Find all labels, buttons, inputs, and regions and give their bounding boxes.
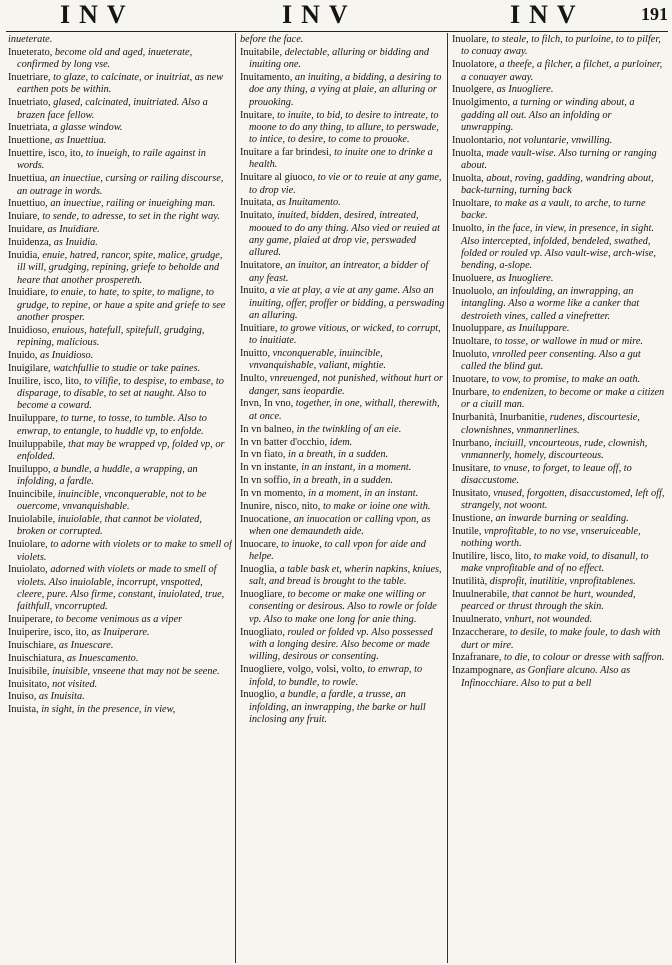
dictionary-entry <box>8 666 232 678</box>
entry-definition: to tosse, or wallowe in mud or mire. <box>494 336 643 348</box>
dictionary-entry <box>240 564 445 589</box>
entry-definition: to growe vitious, or wicked, to corrupt, to inuitiate. <box>249 322 441 347</box>
entry-headword: Inuolatore, <box>452 59 497 71</box>
dictionary-entry <box>452 286 666 323</box>
entry-headword: Inuogliere, volgo, volsi, volto, <box>240 664 365 676</box>
entry-headword: Inuogliare, <box>240 589 285 601</box>
dictionary-entry <box>8 614 232 626</box>
entry-definition: that cannot be hurt, wounded, pearced or thrust through the skin. <box>461 589 636 613</box>
entry-headword: Inuulnerabile, <box>452 589 510 601</box>
entry-headword: Inuoglia, <box>240 563 277 575</box>
dictionary-entry <box>8 173 232 198</box>
entry-definition: as Inuidia. <box>53 237 98 248</box>
dictionary-entry <box>8 47 232 72</box>
dictionary-entry <box>452 488 666 513</box>
entry-headword: Inuidare, <box>8 224 45 236</box>
entry-headword: Inuitare al giuoco, <box>240 172 316 184</box>
dictionary-entry <box>452 173 666 198</box>
entry-headword: Inuiluppare, <box>8 413 59 425</box>
dictionary-entry <box>452 589 666 614</box>
entry-headword: Inuolare, <box>452 34 489 45</box>
entry-definition: about, roving, gadding, wandring about, back-turning, turning back <box>461 172 654 197</box>
entry-headword: Inuincibile, <box>8 488 56 500</box>
entry-headword: Inuettire, isco, ito, <box>8 148 84 160</box>
entry-definition: inueterate. <box>8 34 53 45</box>
dictionary-entry <box>240 501 445 513</box>
entry-definition: to die, to colour or dresse with saffron. <box>504 652 665 664</box>
entry-headword: Inuocatione, <box>240 513 292 525</box>
entry-definition: vnhurt, not wounded. <box>504 614 593 626</box>
entry-definition: in the face, in view, in presence, in sight. Also intercepted, infolded, bendeled, swathed, folded or rouled vp. Also vault-wise, arch-wise, bending, a-slope. <box>461 223 656 272</box>
entry-definition: disprofit, inutilitie, vnprofitablenes. <box>489 576 636 588</box>
entry-definition: not voluntarie, vnwilling. <box>508 134 613 146</box>
dictionary-entry <box>240 34 445 46</box>
entry-definition: not visited. <box>52 678 98 690</box>
dictionary-entry <box>240 589 445 626</box>
entry-definition: idem. <box>329 436 353 448</box>
entry-headword: Inurbare, <box>452 387 490 399</box>
entry-headword: Inuoltare, <box>452 336 492 348</box>
entry-headword: Inuoluto, <box>452 349 490 361</box>
dictionary-entry <box>8 97 232 122</box>
entry-headword: Inusitato, <box>452 487 491 499</box>
dictionary-entry <box>452 412 666 437</box>
dictionary-entry <box>8 564 232 613</box>
entry-headword: In vn soffio, <box>240 475 291 487</box>
entry-definition: vnrolled peer consenting. Also a gut called the blind gut. <box>461 349 641 373</box>
entry-definition: inuiolable, that cannot be violated, broken or corrupted. <box>17 514 202 538</box>
entry-definition: an infoulding, an inwrapping, an intangling. Also a worme like a canker that destroieth vines, called a vinefretter. <box>461 285 640 322</box>
entry-definition: adorned with violets or made to smell of violets. Also inuiolable, incorrupt, vnspotted, cleere, pure. Also firme, constant, inuiolated, true, faithfull, vncorrupted. <box>17 564 225 613</box>
dictionary-entry <box>8 653 232 665</box>
dictionary-entry <box>452 526 666 551</box>
entry-definition: vnused, forgotten, disaccustomed, left off, strangely, not woont. <box>461 487 665 512</box>
entry-headword: Inuidioso, <box>8 324 50 336</box>
entry-definition: to make as a vault, to arche, to turne backe. <box>461 197 646 222</box>
entry-headword: Inuetriato, <box>8 97 51 109</box>
dictionary-entry <box>8 250 232 287</box>
entry-definition: a bundle, a huddle, a wrapping, an infolding, a fardle. <box>17 463 198 488</box>
column-divider <box>235 33 236 963</box>
dictionary-entry <box>8 237 232 249</box>
entry-headword: Inutilità, <box>452 576 488 588</box>
entry-definition: watchfullie to studie or take paines. <box>53 362 201 374</box>
entry-headword: Inuidenza, <box>8 237 52 248</box>
dictionary-entry <box>240 323 445 348</box>
entry-definition: together, in one, withall, therewith, at once. <box>249 398 440 422</box>
entry-headword: Inzampognare, <box>452 665 514 677</box>
entry-headword: Inuoglio, <box>240 689 278 701</box>
dictionary-entry <box>452 135 666 147</box>
entry-definition: a bundle, a fardle, a trusse, an infolding, an inwrapping, the barke or hull inclosing any fruit. <box>249 689 426 726</box>
entry-definition: an inuiting, a bidding, a desiring to doe any thing, a vying at plaie, an alluring or prouoking. <box>249 72 442 108</box>
dictionary-entry <box>452 463 666 488</box>
dictionary-entry <box>240 260 445 285</box>
entry-headword: Inuiluppo, <box>8 463 51 475</box>
dictionary-entry <box>452 614 666 626</box>
entry-headword: Inuogliato, <box>240 626 285 638</box>
dictionary-entry <box>8 489 232 514</box>
entry-definition: to vnuse, to forget, to leaue off, to disaccustome. <box>461 462 632 487</box>
entry-headword: Inzafranare, <box>452 652 502 664</box>
dictionary-entry <box>240 689 445 726</box>
entry-headword: Inuoltare, <box>452 197 492 209</box>
entry-headword: Inuolontario, <box>452 134 506 146</box>
entry-headword: Inuiolare, <box>8 539 48 551</box>
entry-definition: an inuitor, an intreator, a bidder of any feast. <box>249 260 429 284</box>
entry-headword: Inuisitato, <box>8 678 50 690</box>
dictionary-entry <box>452 59 666 84</box>
entry-definition: inuited, bidden, desired, intreated, mooued to do any thing. Also vied or reuied at any game, plaied at drop vie, perswaded allured. <box>249 210 441 259</box>
guide-word-center: INV <box>282 0 357 29</box>
entry-headword: In vn fiato, <box>240 449 286 461</box>
entry-headword: Inuiolato, <box>8 564 48 576</box>
entry-definition: in an instant, in a moment. <box>301 462 412 474</box>
entry-definition: as Inuogliere. <box>496 273 554 285</box>
entry-definition: vnprofitable, to no vse, vnseruiceable, nothing worth. <box>461 525 641 550</box>
entry-definition: as Inuescamento. <box>66 652 139 664</box>
entry-definition: as Inuitamento. <box>276 197 341 209</box>
dictionary-entry <box>8 122 232 134</box>
entry-definition: to make or ioine one with. <box>322 500 431 512</box>
entry-definition: as Inuisita. <box>38 691 85 703</box>
dictionary-entry <box>240 147 445 172</box>
entry-definition: to endenizen, to become or make a citizen or a ciuill man. <box>461 387 665 411</box>
entry-headword: Inuocare, <box>240 538 279 550</box>
entry-definition: inuincible, vnconquerable, not to be ouercome, vnvanquishable. <box>17 488 207 513</box>
dictionary-entry <box>240 72 445 109</box>
entry-definition: that may be wrapped vp, folded vp, or enfolded. <box>17 438 225 462</box>
dictionary-entry <box>240 488 445 500</box>
entry-headword: Inuista, <box>8 704 39 716</box>
entry-definition: to inuite one to drinke a health. <box>249 147 433 171</box>
entry-definition: enuie, hatred, rancor, spite, malice, grudge, ill will, grudging, repining, griefe to beholde and heare that another prospereth. <box>17 249 223 286</box>
dictionary-entry <box>452 198 666 223</box>
entry-headword: Inuilire, isco, lito, <box>8 375 82 387</box>
entry-headword: Inuolta, <box>452 172 484 184</box>
entry-definition: as Inuettiua. <box>54 135 107 147</box>
entry-headword: Inutilire, lisco, lito, <box>452 551 532 563</box>
entry-headword: Inuolta, <box>452 147 484 159</box>
entry-definition: a glasse window. <box>52 122 123 134</box>
entry-headword: Inuischiare, <box>8 640 57 651</box>
dictionary-entry <box>8 325 232 350</box>
dictionary-entry <box>240 514 445 539</box>
dictionary-entry <box>452 374 666 386</box>
entry-headword: In vn momento, <box>240 487 306 499</box>
entry-definition: an inuectiue, cursing or railing discourse, an outrage in words. <box>17 173 224 197</box>
dictionary-entry <box>452 438 666 463</box>
dictionary-entry <box>8 350 232 362</box>
dictionary-entry <box>8 148 232 173</box>
entry-definition: as Inuidioso. <box>40 350 94 362</box>
dictionary-entry <box>8 224 232 236</box>
dictionary-entry <box>452 84 666 96</box>
dictionary-entry <box>8 413 232 438</box>
dictionary-entry <box>240 449 445 461</box>
entry-definition: to inuite, to bid, to desire to intreate, to moone to do any thing, to allure, to perswade, to intice, to desire, to come to prouoke. <box>249 109 439 146</box>
dictionary-entry <box>8 211 232 223</box>
entry-headword: In vn instante, <box>240 462 299 474</box>
entry-headword: Inuoluppare, <box>452 323 505 335</box>
dictionary-entry <box>452 627 666 652</box>
dictionary-entry <box>8 691 232 703</box>
dictionary-entry <box>8 135 232 147</box>
entry-definition: as Inuidiare. <box>47 224 100 236</box>
entry-definition: to enwrap, to infold, to bundle, to rowle. <box>249 664 423 688</box>
entry-headword: Inuiolabile, <box>8 514 56 526</box>
dictionary-entry <box>240 197 445 209</box>
entry-definition: a table bask et, wherin napkins, kniues, salt, and bread is brought to the table. <box>249 563 442 588</box>
entry-headword: Invn, In vno, <box>240 398 294 410</box>
dictionary-entry <box>8 376 232 413</box>
entry-headword: Inuulnerato, <box>452 614 503 626</box>
entry-definition: as Inuescare. <box>58 640 114 651</box>
entry-definition: to become venimous as a viper <box>55 614 183 626</box>
entry-headword: Inuiperire, isco, ito, <box>8 627 89 639</box>
dictionary-entry <box>452 349 666 374</box>
dictionary-entry <box>240 285 445 322</box>
entry-headword: Inuitatore, <box>240 260 283 272</box>
dictionary-entry <box>8 539 232 564</box>
entry-headword: Inuitto, <box>240 348 271 360</box>
entry-headword: Inueterato, <box>8 46 53 58</box>
entry-headword: Inuisibile, <box>8 665 50 677</box>
entry-headword: Inuoluolo, <box>452 285 495 297</box>
entry-headword: Inuiare, <box>8 211 40 223</box>
entry-definition: to adorne with violets or to make to smell of violets. <box>17 539 232 563</box>
dictionary-entry <box>452 387 666 412</box>
entry-headword: Inuetriata, <box>8 122 51 134</box>
dictionary-entry <box>240 398 445 423</box>
guide-word-right: INV <box>510 0 585 29</box>
dictionary-entry <box>8 439 232 464</box>
dictionary-entry <box>452 576 666 588</box>
dictionary-entry <box>240 539 445 564</box>
entry-headword: Inuitata, <box>240 197 275 209</box>
dictionary-entry <box>452 148 666 173</box>
entry-headword: Inuitare, <box>240 109 275 121</box>
entry-definition: in a moment, in an instant. <box>308 487 419 499</box>
dictionary-entry <box>452 223 666 272</box>
entry-headword: Inustione, <box>452 513 493 525</box>
column-3 <box>452 34 666 961</box>
entry-definition: to glaze, to calcinate, or inuitriat, as new earthen pots be within. <box>17 72 224 96</box>
dictionary-entry <box>240 348 445 373</box>
entry-definition: an inwarde burning or sealding. <box>495 513 629 525</box>
entry-definition: to steale, to filch, to purloine, to to pilfer, to conuay away. <box>461 34 661 58</box>
dictionary-entry <box>8 679 232 691</box>
entry-headword: Inuetriare, <box>8 72 51 84</box>
dictionary-entry <box>8 514 232 539</box>
entry-definition: enuious, hatefull, spitefull, grudging, repining, malicious. <box>17 324 205 349</box>
dictionary-entry <box>452 97 666 134</box>
entry-headword: Inunire, nisco, nito, <box>240 500 321 512</box>
dictionary-entry <box>452 323 666 335</box>
entry-headword: Inuoluere, <box>452 273 495 285</box>
entry-headword: Inuolto, <box>452 223 485 235</box>
entry-definition: to vow, to promise, to make an oath. <box>491 374 641 386</box>
dictionary-entry <box>8 363 232 375</box>
entry-definition: delectable, alluring or bidding and inuiting one. <box>249 46 430 71</box>
entry-definition: as Inuogliere. <box>496 84 554 96</box>
column-divider <box>447 33 448 963</box>
entry-headword: Inuischiatura, <box>8 652 65 664</box>
entry-definition: to vilifie, to despise, to embase, to disparage, to disable, to set at naught. Also to become a coward. <box>17 375 224 412</box>
dictionary-entry <box>240 462 445 474</box>
entry-headword: Inuidia, <box>8 249 40 261</box>
entry-definition: to become or make one willing or consenting or desirous. Also to rowle or folde vp. Also to make one long for anie thing. <box>249 589 437 625</box>
dictionary-entry <box>240 210 445 259</box>
dictionary-entry <box>240 373 445 398</box>
entry-definition: in a breath, in a sudden. <box>293 475 394 487</box>
entry-definition: a turning or winding about, a gadding all out. Also an infolding or unwrapping. <box>461 97 635 133</box>
entry-headword: Inuiperare, <box>8 614 53 626</box>
entry-headword: Inuotare, <box>452 374 489 386</box>
entry-definition: inciuill, vncourteous, rude, clownish, vnmannerly, homely, discourteous. <box>461 437 648 461</box>
entry-definition: to make void, to disanull, to make vnprofitable and of no effect. <box>461 551 649 575</box>
entry-headword: Inuigilare, <box>8 362 51 374</box>
entry-definition: to turne, to tosse, to tumble. Also to enwrap, to entangle, to huddle vp, to enfolde. <box>17 413 207 437</box>
dictionary-entry <box>452 34 666 59</box>
guide-word-left: INV <box>60 0 135 29</box>
entry-headword: Inusitare, <box>452 462 491 474</box>
entry-definition: rudenes, discourtesie, clownishnes, vnmannerlines. <box>461 412 640 436</box>
column-1 <box>8 34 232 961</box>
dictionary-entry <box>8 464 232 489</box>
entry-headword: Inuitiare, <box>240 322 278 334</box>
dictionary-entry <box>452 273 666 285</box>
running-header <box>0 0 672 30</box>
dictionary-entry <box>240 437 445 449</box>
dictionary-entry <box>240 664 445 689</box>
entry-headword: Inuolgere, <box>452 84 495 96</box>
entry-headword: Inutile, <box>452 525 482 537</box>
entry-headword: Inuitato, <box>240 210 275 222</box>
dictionary-entry <box>452 551 666 576</box>
dictionary-entry <box>240 424 445 436</box>
entry-headword: Inurbanità, Inurbanitie, <box>452 412 548 424</box>
dictionary-entry <box>240 47 445 72</box>
entry-headword: Inuitabile, <box>240 46 283 58</box>
dictionary-entry <box>240 627 445 664</box>
entry-definition: vnconquerable, inuincible, vnvanquishable, valiant, mightie. <box>249 348 386 372</box>
entry-definition: inuisible, vnseene that may not be seene. <box>52 665 220 677</box>
entry-definition: a vie at play, a vie at any game. Also an inuiting, offer, proffer or bidding, a perswading an alluring. <box>249 285 445 322</box>
entry-headword: Inuido, <box>8 350 38 362</box>
entry-headword: Inuitamento, <box>240 72 293 84</box>
entry-definition: to inueigh, to raile against in words. <box>17 148 206 172</box>
dictionary-entry <box>8 640 232 652</box>
entry-definition: a theefe, a filcher, a filchet, a purloiner, a conuayer away. <box>461 59 663 83</box>
entry-definition: in the twinkling of an eie. <box>296 423 402 435</box>
dictionary-entry <box>8 704 232 716</box>
entry-definition: to sende, to adresse, to set in the right way. <box>42 211 220 223</box>
entry-headword: Inuiso, <box>8 691 37 703</box>
page-number: 191 <box>641 4 668 24</box>
entry-headword: Inuitare a far brindesi, <box>240 147 332 159</box>
entry-definition: vnreuenged, not punished, without hurt or danger, sans ieopardie. <box>249 373 443 397</box>
entry-definition: made vault-wise. Also turning or ranging about. <box>461 147 657 171</box>
dictionary-entry <box>8 287 232 324</box>
entry-definition: an inuocation or calling vpon, as when one demaundeth aide. <box>249 513 431 537</box>
entry-headword: Inuettiuo, <box>8 198 48 210</box>
entry-definition: before the face. <box>240 34 304 45</box>
entry-headword: In vn balneo, <box>240 423 295 435</box>
entry-headword: Inuiluppabile, <box>8 438 66 450</box>
entry-headword: In vn batter d'occhio, <box>240 436 328 448</box>
entry-definition: become old and aged, inueterate, confirmed by long vse. <box>17 46 193 71</box>
entry-headword: Inurbano, <box>452 437 492 449</box>
dictionary-entry <box>8 72 232 97</box>
entry-headword: Inuettiua, <box>8 173 48 185</box>
entry-definition: as Inuiluppare. <box>506 323 570 335</box>
entry-definition: glased, calcinated, inuitriated. Also a brazen face fellow. <box>17 97 208 121</box>
entry-definition: to vie or to reuie at any game, to drop vie. <box>249 172 442 196</box>
dictionary-entry <box>8 34 232 46</box>
entry-definition: to desile, to make foule, to dash with durt or mire. <box>461 627 661 651</box>
dictionary-entry <box>240 475 445 487</box>
entry-definition: as Gonfiare alcuno. Also as Infinocchiare. Also to put a bell <box>461 665 631 689</box>
dictionary-entry <box>8 198 232 210</box>
dictionary-entry <box>452 513 666 525</box>
entry-definition: as Inuiperare. <box>91 627 150 639</box>
header-rule <box>6 31 668 32</box>
entry-headword: Inuolgimento, <box>452 97 511 109</box>
entry-definition: to inuoke, to call vpon for aide and helpe. <box>249 538 426 563</box>
dictionary-entry <box>240 110 445 147</box>
entry-headword: Inuidiare, <box>8 287 48 299</box>
entry-definition: in sight, in the presence, in view, <box>41 704 176 716</box>
entry-definition: an inuectiue, railing or inueighing man. <box>50 198 216 210</box>
dictionary-entry <box>452 336 666 348</box>
dictionary-entry <box>240 172 445 197</box>
entry-headword: Inulto, <box>240 373 268 385</box>
entry-definition: rouled or folded vp. Also possessed with a longing desire. Also become or made willing, desirous or consenting. <box>249 626 433 663</box>
column-2 <box>240 34 445 961</box>
dictionary-entry <box>8 627 232 639</box>
entry-definition: in a breath, in a sudden. <box>288 449 389 461</box>
entry-headword: Inzaccherare, <box>452 627 508 639</box>
dictionary-entry <box>452 652 666 664</box>
entry-headword: Inuito, <box>240 285 268 297</box>
entry-headword: Inuettione, <box>8 135 53 147</box>
entry-definition: to enuie, to hate, to spite, to maligne, to grudge, to repine, or haue a spite and griefe to see another prosper. <box>17 287 226 324</box>
dictionary-entry <box>452 665 666 690</box>
